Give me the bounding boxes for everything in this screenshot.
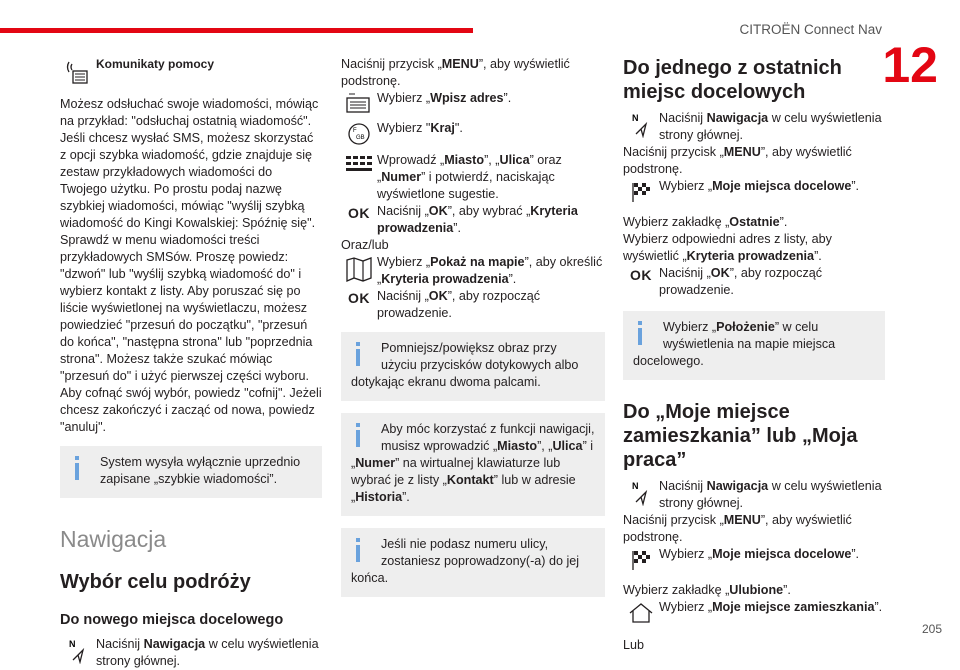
recent-tab-instruction: Wybierz zakładkę „Ostatnie”.	[623, 215, 788, 229]
info-note-address	[341, 413, 605, 516]
step-navigation-recent	[623, 110, 885, 144]
step-ok-start-text: Naciśnij „OK”, aby rozpocząć prowadzenie.	[377, 289, 541, 320]
pick-address-instruction: Wybierz odpowiedni adres z listy, aby wyświetlić „Kryteria prowadzenia”.	[623, 232, 832, 263]
step-navigation-home	[623, 478, 885, 512]
step-ok-recent	[623, 265, 885, 299]
column-2	[341, 56, 605, 597]
step-ok-start	[341, 288, 605, 322]
ok-icon: OK	[630, 267, 652, 283]
info-icon	[633, 319, 655, 347]
heading-home-work: Do „Moje miejsce zamieszkania” lub „Moja praca”	[623, 401, 858, 471]
keyboard-icon	[341, 90, 377, 114]
info-icon	[70, 454, 92, 482]
chapter-number: 12	[882, 37, 938, 93]
step-navigation	[60, 636, 322, 670]
info-note-position	[623, 311, 885, 380]
step-navigation-recent-text: Naciśnij Nawigacja w celu wyświetlenia strony głównej.	[659, 111, 882, 142]
info-note-zoom	[341, 332, 605, 401]
or-label-bottom: Lub	[623, 638, 645, 652]
navigation-arrow-icon	[623, 110, 659, 138]
step-my-destinations-home-text: Wybierz „Moje miejsca docelowe”.	[659, 547, 860, 561]
step-enter-city-text: Wprowadź „Miasto”, „Ulica” oraz „Numer” i potwierdź, naciskając wyświetlone sugestie.	[377, 153, 562, 201]
help-messages-text: Możesz odsłuchać swoje wiadomości, mówiąc na przykład: "odsłuchaj ostatnią wiadomość". Jeśli chcesz wysłać SMS, możesz skorzystać z opcji szybka wiadomość, gdzie znajduje się zestaw przykładowych wiadomości do Twojego użytku. Po prostu podaj nazwę szybkiej wiadomości, mówiąc "wyślij szybką wiadomość do Kingi Kowalskiej: Spóźnię się". Sprawdź w menu wiadomości treści przykładowych SMSów. Proszę powiedz: "dzwoń" lub "wyślij szybką wiadomość do" i wybierz kontakt z listy. Aby poruszać się po liście wyświetlonej na wyświetlaczu, możesz powiedzieć "przesuń do początku", "przesuń do końca", "następna strona" lub "poprzednia strona". Możesz także szukać mówiąc "przesuń do" i użyć pierwszej części wyboru. Aby cofnąć swój wybór, powiedz "cofnij". Jeżeli chcesz zakończyć i zacząć od nowa, powiedz "anuluj".	[60, 97, 322, 434]
header-title: CITROËN Connect Nav	[739, 22, 882, 37]
column-3	[623, 56, 885, 654]
svg-text:N: N	[632, 481, 639, 491]
info-note-text: System wysyła wyłącznie uprzednio zapisane „szybkie wiadomości”.	[100, 455, 301, 486]
info-note-address-text: Aby móc korzystać z funkcji nawigacji, musisz wprowadzić „Miasto”, „Ulica” i „Numer” na wirtualnej klawiaturze lub wybrać je z listy „Kontakt” lub w adresie „Historia”.	[351, 422, 595, 504]
step-my-destinations-text: Wybierz „Moje miejsca docelowe”.	[659, 179, 860, 193]
home-icon	[623, 599, 659, 625]
step-enter-address-text: Wybierz „Wpisz adres”.	[377, 91, 512, 105]
voice-keyboard-icon	[60, 56, 96, 86]
heading-new-destination: Do nowego miejsca docelowego	[60, 612, 284, 628]
step-ok-criteria-text: Naciśnij „OK”, aby wybrać „Kryteria prowadzenia”.	[377, 204, 578, 235]
ok-icon: OK	[348, 205, 370, 221]
section-title: Nawigacja	[60, 526, 167, 552]
info-note-street	[341, 528, 605, 597]
step-enter-address	[341, 90, 605, 114]
step-country-text: Wybierz "Kraj".	[377, 121, 463, 135]
flag-icon	[623, 178, 659, 204]
menu-instruction-recent: Naciśnij przycisk „MENU”, aby wyświetlić podstronę.	[623, 145, 852, 176]
navigation-arrow-icon	[60, 636, 96, 664]
svg-text:N: N	[69, 639, 76, 649]
svg-text:N: N	[632, 113, 639, 123]
info-icon	[351, 421, 373, 449]
favorites-tab-instruction: Wybierz zakładkę „Ulubione”.	[623, 583, 791, 597]
ok-icon: OK	[348, 290, 370, 306]
column-1	[60, 56, 322, 670]
step-show-map-text: Wybierz „Pokaż na mapie”, aby określić „Kryteria prowadzenia”.	[377, 255, 603, 286]
svg-text:GB: GB	[356, 135, 365, 141]
step-my-destinations-home	[623, 546, 885, 572]
country-flag-icon	[341, 120, 377, 146]
help-messages-title: Komunikaty pomocy	[96, 57, 215, 71]
svg-text:F: F	[353, 128, 357, 134]
or-label: Oraz/lub	[341, 238, 389, 252]
map-icon	[341, 254, 377, 282]
step-my-destinations	[623, 178, 885, 204]
step-country	[341, 120, 605, 146]
step-ok-criteria	[341, 203, 605, 237]
info-note-street-text: Jeśli nie podasz numeru ulicy, zostaniesz poprowadzony(-a) do jej końca.	[351, 537, 580, 585]
header-accent-bar	[0, 28, 473, 33]
page-number: 205	[921, 622, 942, 636]
step-ok-recent-text: Naciśnij „OK”, aby rozpocząć prowadzenie.	[659, 266, 823, 297]
info-note	[60, 446, 322, 498]
step-home-text: Wybierz „Moje miejsce zamieszkania”.	[659, 600, 883, 614]
help-messages-row	[60, 56, 322, 86]
step-navigation-text: Naciśnij Nawigacja w celu wyświetlenia strony głównej.	[96, 637, 319, 668]
step-navigation-home-text: Naciśnij Nawigacja w celu wyświetlenia strony głównej.	[659, 479, 882, 510]
flag-icon	[623, 546, 659, 572]
info-note-position-text: Wybierz „Położenie” w celu wyświetlenia na mapie miejsca docelowego.	[633, 320, 836, 368]
menu-instruction-home: Naciśnij przycisk „MENU”, aby wyświetlić podstronę.	[623, 513, 852, 544]
info-icon	[351, 340, 373, 368]
navigation-arrow-icon	[623, 478, 659, 506]
keypad-icon	[341, 152, 377, 174]
menu-instruction: Naciśnij przycisk „MENU”, aby wyświetlić podstronę.	[341, 57, 570, 88]
info-icon	[351, 536, 373, 564]
heading-recent-destinations: Do jednego z ostatnich miejsc docelowych	[623, 57, 842, 103]
heading-destination-choice: Wybór celu podróży	[60, 571, 251, 593]
info-note-zoom-text: Pomniejsz/powiększ obraz przy użyciu przycisków dotykowych albo dotykając ekranu dwoma palcami.	[351, 341, 579, 389]
step-show-map	[341, 254, 605, 288]
step-enter-city	[341, 152, 605, 203]
step-home	[623, 599, 885, 625]
